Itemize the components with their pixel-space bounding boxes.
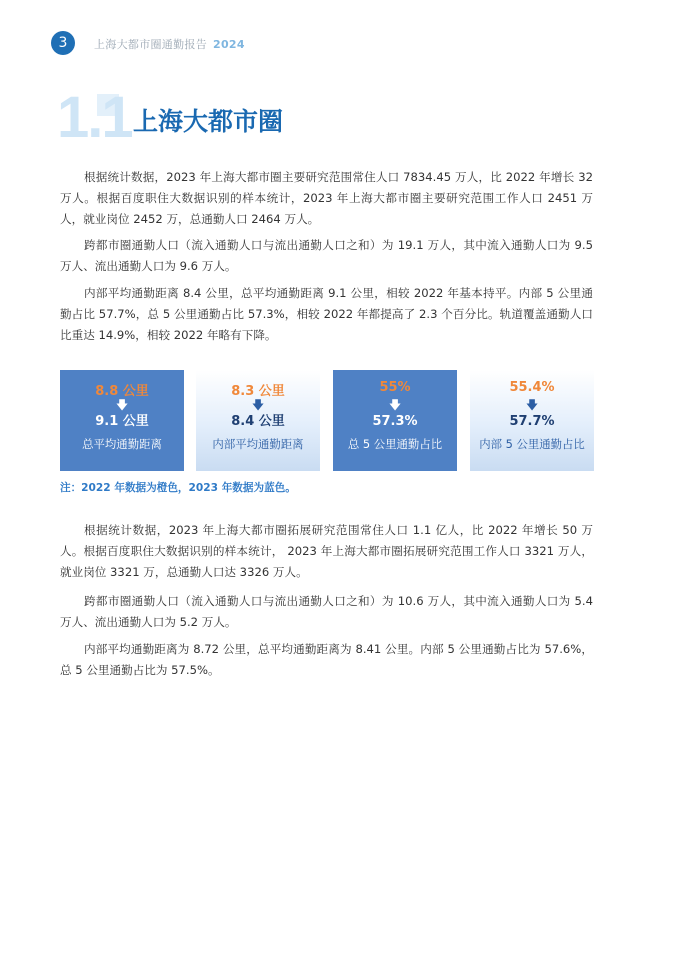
paragraph: 根据统计数据，2023 年上海大都市圈主要研究范围常住人口 7834.45 万人，比 2022 年增长 32 万人。根据百度职住大数据识别的样本统计，2023 年上海大都市圈主要研究范围工作人口 2451 万人，就业岗位 2452 万，总通勤人口 2464 万人。 — [60, 170, 593, 226]
stat-label: 总平均通勤距离 — [82, 437, 162, 451]
paragraph: 根据统计数据，2023 年上海大都市圈拓展研究范围常住人口 1.1 亿人，比 2022 年增长 50 万人。根据百度职住大数据识别的样本统计， 2023 年上海大都市圈拓展研究范围工作人口 3321 万人，就业岗位 3321 万，总通勤人口达 3326 万人。 — [60, 523, 593, 579]
stat-label: 内部平均通勤距离 — [212, 437, 304, 451]
paragraph: 跨都市圈通勤人口（流入通勤人口与流出通勤人口之和）为 19.1 万人，其中流入通勤人口为 9.5 万人、流出通勤人口为 9.6 万人。 — [60, 238, 593, 273]
color-legend-note: 注：2022 年数据为橙色，2023 年数据为蓝色。 — [60, 482, 296, 494]
section-title: 上海大都市圈 — [133, 107, 284, 136]
stat-2023-value: 57.3% — [372, 414, 418, 429]
stat-2023-value: 8.4 公里 — [231, 414, 285, 429]
arrow-down-icon: 🡇 — [388, 398, 402, 412]
running-header — [94, 36, 245, 52]
stat-2023-value: 57.7% — [509, 414, 555, 429]
stat-label: 总 5 公里通勤占比 — [347, 437, 443, 451]
stat-card-total-5km-share — [333, 370, 457, 471]
arrow-down-icon: 🡇 — [251, 398, 265, 412]
stat-card-internal-avg-distance — [196, 370, 320, 471]
report-year: 2024 — [213, 38, 245, 51]
arrow-down-icon: 🡇 — [115, 398, 129, 412]
stat-2023-value: 9.1 公里 — [95, 414, 149, 429]
stat-label: 内部 5 公里通勤占比 — [479, 437, 585, 451]
page-number-badge: 3 — [51, 31, 75, 55]
stat-card-internal-5km-share — [470, 370, 594, 471]
stat-2022-value: 55.4% — [509, 380, 555, 395]
stat-card-total-avg-distance — [60, 370, 184, 471]
paragraph: 跨都市圈通勤人口（流入通勤人口与流出通勤人口之和）为 10.6 万人，其中流入通勤人口为 5.4 万人、流出通勤人口为 5.2 万人。 — [60, 594, 593, 629]
stat-cards — [60, 370, 594, 471]
arrow-down-icon: 🡇 — [525, 398, 539, 412]
report-title: 上海大都市圈通勤报告 — [94, 38, 207, 51]
stat-2022-value: 8.8 公里 — [95, 384, 149, 399]
stat-2022-value: 55% — [379, 380, 411, 395]
paragraph: 内部平均通勤距离为 8.72 公里，总平均通勤距离为 8.41 公里。内部 5 公里通勤占比为 57.6%，总 5 公里通勤占比为 57.5%。 — [60, 642, 593, 677]
stat-2022-value: 8.3 公里 — [231, 384, 285, 399]
paragraph: 内部平均通勤距离 8.4 公里，总平均通勤距离 9.1 公里，相较 2022 年基本持平。内部 5 公里通勤占比 57.7%，总 5 公里通勤占比 57.3%，相较 2022 年都提高了 2.3 个百分比。轨道覆盖通勤人口比重达 14.9%，相较 2022 年略有下降。 — [60, 286, 593, 342]
section-number-text: 1.1 — [57, 85, 132, 150]
section-number — [57, 85, 132, 150]
